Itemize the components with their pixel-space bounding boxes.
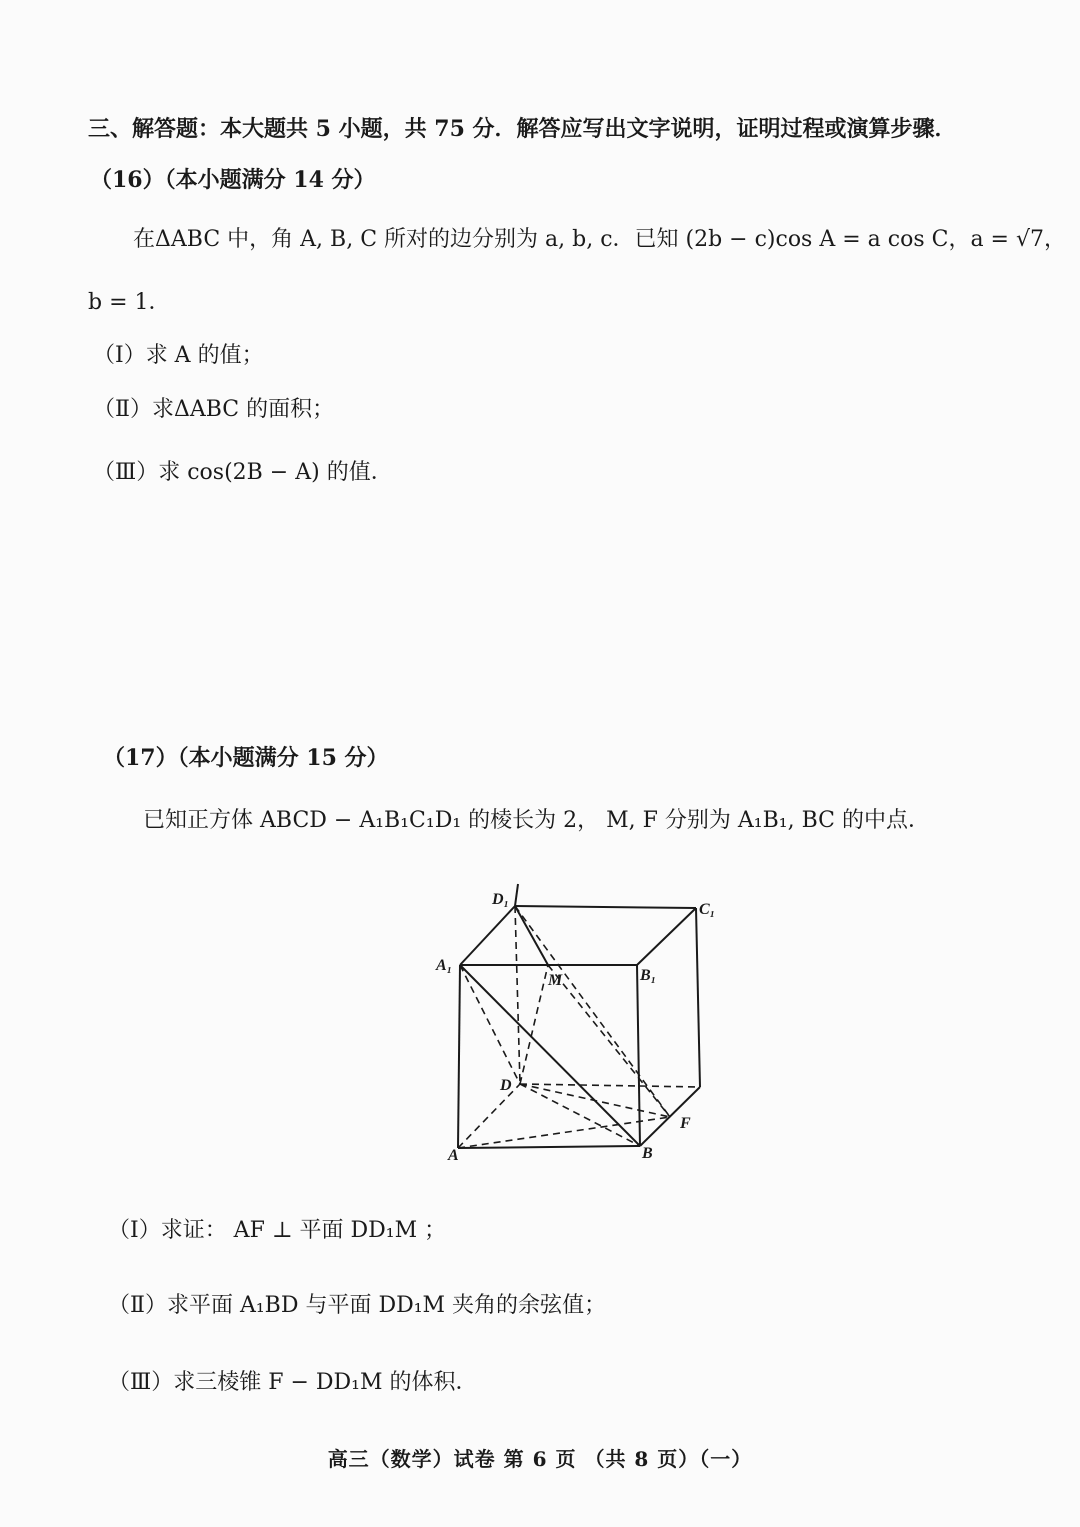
edge-d1-c1 bbox=[515, 906, 696, 908]
problem-16-part-3: （Ⅲ）求 cos(2B − A) 的值． bbox=[93, 460, 393, 485]
problem-17-part-3: （Ⅲ）求三棱锥 F − DD₁M 的体积． bbox=[108, 1370, 478, 1395]
label-b1: B₁ bbox=[640, 967, 657, 984]
edge-d-c bbox=[520, 1084, 700, 1087]
label-a: A bbox=[448, 1147, 459, 1164]
segment-d-m bbox=[520, 965, 548, 1084]
label-d: D bbox=[500, 1077, 512, 1094]
label-b: B bbox=[642, 1145, 653, 1162]
problem-16-header: （16）（本小题满分 14 分） bbox=[90, 167, 376, 193]
problem-17-part-2: （Ⅱ）求平面 A₁BD 与平面 DD₁M 夹角的余弦值； bbox=[108, 1293, 607, 1318]
problem-17-header: （17）（本小题满分 15 分） bbox=[103, 745, 389, 771]
edge-b1-c1 bbox=[637, 908, 696, 965]
segment-d-b bbox=[520, 1084, 640, 1146]
label-f: F bbox=[680, 1115, 691, 1132]
edge-a1-a bbox=[458, 965, 460, 1148]
label-m: M bbox=[548, 972, 563, 989]
edge-a1-d1 bbox=[460, 906, 515, 965]
segment-m-f bbox=[548, 965, 670, 1117]
edge-b1-b bbox=[637, 965, 640, 1146]
edge-a-b bbox=[458, 1146, 640, 1148]
page-footer: 高三（数学）试卷 第 6 页 （共 8 页）（一） bbox=[327, 1447, 753, 1471]
problem-17-stem: 已知正方体 ABCD − A₁B₁C₁D₁ 的棱长为 2， M, F 分别为 A₁B₁, BC 的中点． bbox=[143, 808, 930, 833]
edge-c1-c bbox=[696, 908, 700, 1087]
label-a1: A₁ bbox=[436, 957, 453, 974]
label-d1: D₁ bbox=[492, 891, 510, 908]
problem-16-part-1: （Ⅰ）求 A 的值； bbox=[93, 343, 264, 368]
problem-16-stem-line2: b = 1． bbox=[88, 290, 171, 315]
segment-a1-d bbox=[460, 965, 520, 1084]
edge-d1-d bbox=[515, 906, 520, 1084]
problem-16-part-2: （Ⅱ）求ΔABC 的面积； bbox=[93, 397, 335, 422]
label-c1: C₁ bbox=[699, 901, 716, 918]
problem-17-part-1: （Ⅰ）求证： AF ⊥ 平面 DD₁M ； bbox=[108, 1218, 447, 1243]
cube-figure bbox=[420, 862, 730, 1172]
section-heading: 三、解答题：本大题共 5 小题，共 75 分．解答应写出文字说明，证明过程或演算步骤． bbox=[88, 116, 957, 142]
tick-d1 bbox=[515, 884, 518, 906]
segment-d1-m bbox=[515, 906, 548, 965]
problem-16-stem-line1: 在ΔABC 中，角 A, B, C 所对的边分别为 a, b, c．已知 (2b − c)cos A = a cos C，a = √7， bbox=[133, 227, 1066, 252]
